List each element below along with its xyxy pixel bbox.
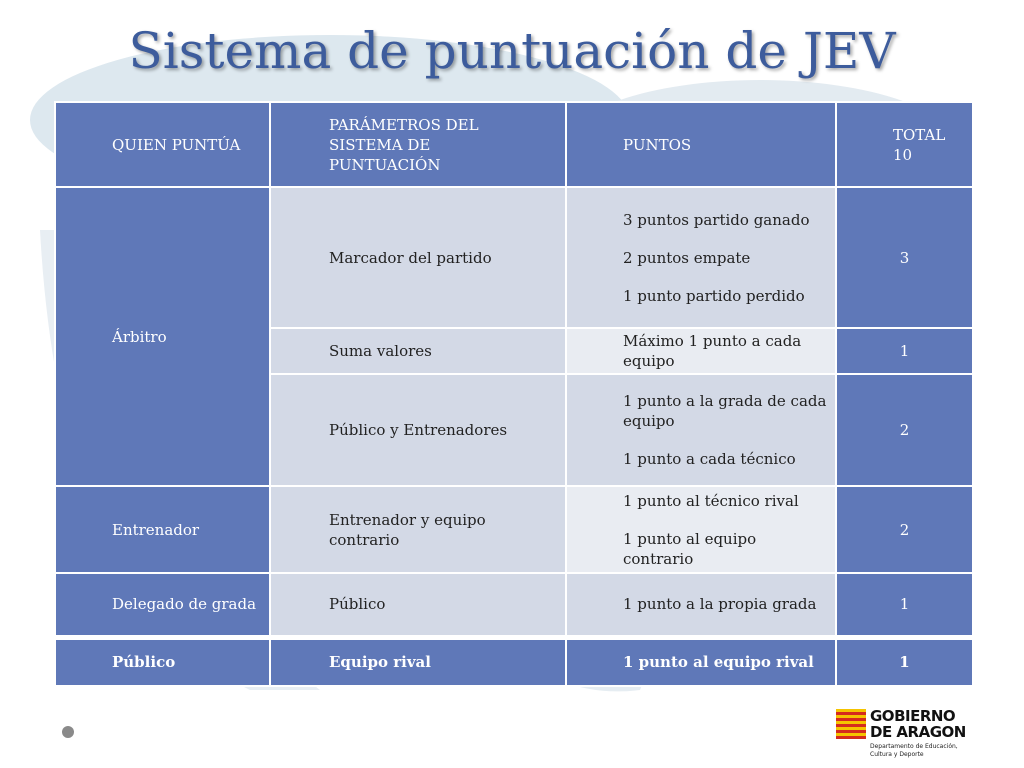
cell-entrenador: Entrenador — [55, 486, 270, 573]
scoring-table — [54, 101, 974, 687]
cell-puntos-entrenador — [566, 486, 836, 573]
cell-puntos-publico: 1 punto al equipo rival — [566, 637, 836, 686]
puntos-line: 1 punto al equipo — [623, 529, 757, 548]
puntos-line: equipo — [623, 352, 675, 370]
table-row — [55, 486, 973, 573]
cell-total-publico-entrenadores: 2 — [836, 374, 973, 486]
cell-param-publico: Equipo rival — [270, 637, 566, 686]
header-puntos: PUNTOS — [566, 102, 836, 187]
puntos-line: equipo — [623, 412, 675, 430]
puntos-line: 1 punto al técnico rival — [623, 491, 799, 510]
header-total — [836, 102, 973, 187]
header-parametros-line: PUNTUACIÓN — [329, 155, 441, 174]
cell-puntos-suma — [566, 328, 836, 374]
cell-puntos-marcador — [566, 187, 836, 328]
cell-puntos-delegado: 1 punto a la propia grada — [566, 573, 836, 637]
gobierno-aragon-logo — [836, 709, 976, 759]
logo-subtitle-line1: Departamento de Educación, — [870, 743, 958, 750]
puntos-line: 1 punto a la grada de cada — [623, 392, 827, 410]
cell-param-publico-entrenadores: Público y Entrenadores — [270, 374, 566, 486]
cell-param-marcador: Marcador del partido — [270, 187, 566, 328]
header-parametros-line: PARÁMETROS DEL — [329, 115, 479, 134]
param-line: contrario — [329, 530, 400, 549]
header-parametros — [270, 102, 566, 187]
table-row — [55, 637, 973, 686]
cell-total-publico: 1 — [836, 637, 973, 686]
logo-subtitle-line2: Cultura y Deporte — [870, 751, 924, 758]
aragon-flag-icon — [836, 709, 866, 739]
header-parametros-line: SISTEMA DE — [329, 135, 431, 154]
cell-delegado: Delegado de grada — [55, 573, 270, 637]
logo-text-line1: GOBIERNO — [870, 707, 956, 725]
puntos-line: 2 puntos empate — [623, 248, 751, 267]
header-quien-puntua: QUIEN PUNTÚA — [55, 102, 270, 187]
puntos-line: contrario — [623, 549, 694, 568]
cell-total-suma: 1 — [836, 328, 973, 374]
cell-param-entrenador — [270, 486, 566, 573]
param-line: Entrenador y equipo — [329, 510, 486, 529]
table-row — [55, 187, 973, 328]
puntos-line: 3 puntos partido ganado — [623, 210, 810, 229]
slide-bullet-dot — [62, 726, 74, 738]
logo-text-line2: DE ARAGON — [870, 723, 966, 741]
cell-puntos-publico-entrenadores — [566, 374, 836, 486]
cell-publico: Público — [55, 637, 270, 686]
puntos-line: 1 punto a cada técnico — [623, 450, 796, 468]
cell-arbitro: Árbitro — [55, 187, 270, 486]
header-total-value: 10 — [893, 145, 913, 164]
cell-total-marcador: 3 — [836, 187, 973, 328]
table-row — [55, 573, 973, 637]
header-total-label: TOTAL — [893, 125, 946, 144]
cell-param-delegado: Público — [270, 573, 566, 637]
cell-total-entrenador: 2 — [836, 486, 973, 573]
cell-total-delegado: 1 — [836, 573, 973, 637]
cell-param-suma: Suma valores — [270, 328, 566, 374]
page-title: Sistema de puntuación de JEV — [128, 22, 896, 80]
puntos-line: Máximo 1 punto a cada — [623, 332, 802, 350]
puntos-line: 1 punto partido perdido — [623, 286, 805, 305]
table-header-row — [55, 102, 973, 187]
